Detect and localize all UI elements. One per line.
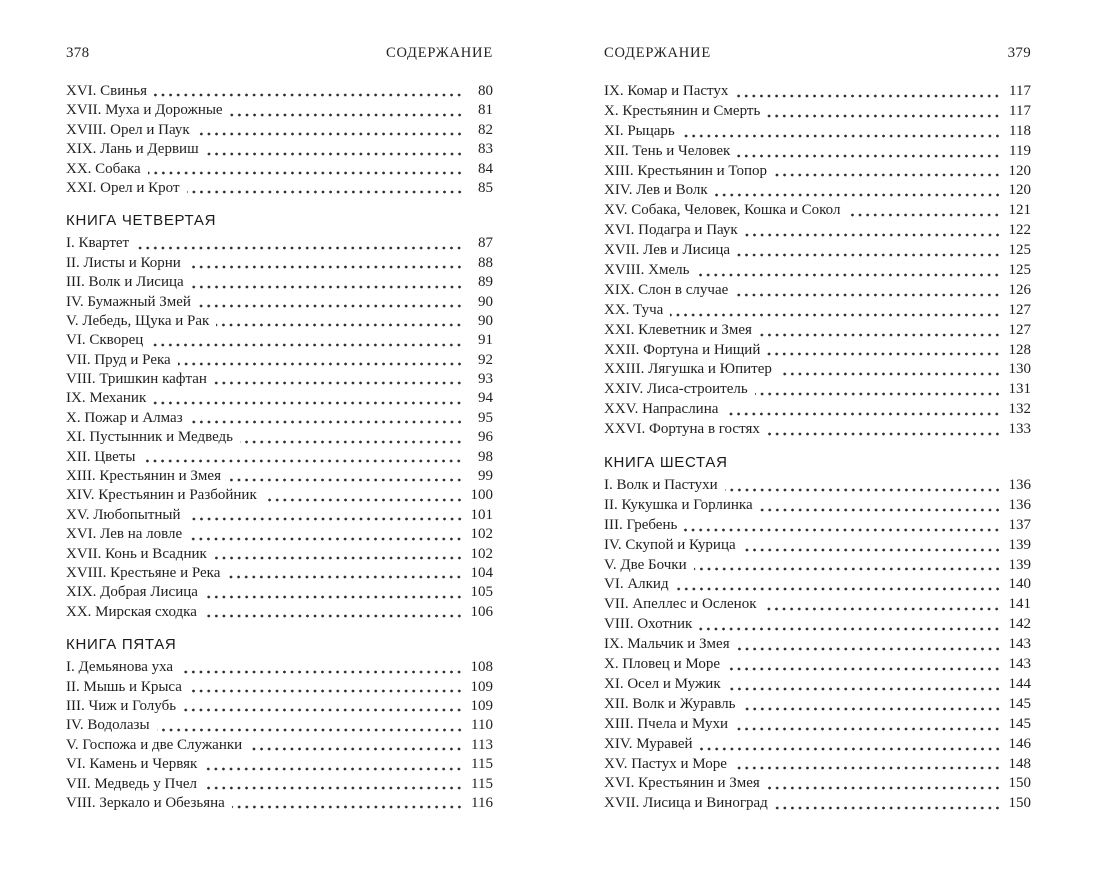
dot-leader [206, 140, 463, 159]
toc-entry-page: 117 [1009, 102, 1031, 119]
toc-entry-title: XVI. Свинья [66, 83, 148, 99]
dot-leader [189, 525, 463, 544]
toc-entry [66, 101, 493, 120]
dot-leader [178, 351, 463, 370]
section-heading: КНИГА ПЯТАЯ [66, 636, 177, 654]
dot-leader [183, 697, 463, 716]
toc-entry [604, 341, 1031, 361]
toc-entry-title: XVIII. Хмель [604, 262, 690, 279]
toc-entry-title: IV. Водолазы [66, 717, 150, 734]
toc-entry-title: XIII. Пчела и Мухи [604, 715, 729, 732]
toc-entry [66, 234, 493, 253]
dot-leader [214, 545, 463, 564]
toc-entry [66, 506, 493, 525]
dot-leader [735, 281, 1001, 301]
toc-entry-title: XVII. Лисица и Виноград [604, 795, 768, 812]
dot-leader [715, 181, 1001, 201]
toc-entry-title: XV. Собака, Человек, Кошка и Сокол [604, 202, 841, 219]
toc-entry-title: V. Лебедь, Щука и Рак [66, 312, 210, 329]
dot-leader [187, 179, 463, 198]
toc-entry-page: 127 [1008, 301, 1031, 318]
toc-entry-title: XXI. Клеветник и Змея [604, 321, 752, 338]
toc-entry-page: 146 [1008, 735, 1031, 752]
toc-entry-page: 99 [478, 468, 493, 485]
toc-entry [66, 351, 493, 370]
toc-entry-title: XXV. Напраслина [604, 401, 719, 418]
toc-entry [604, 675, 1031, 695]
toc-entry [604, 301, 1031, 321]
toc-entry-title: XV. Любопытный [66, 506, 181, 523]
toc-entry [66, 370, 493, 389]
toc-entry-title: VIII. Зеркало и Обезьяна [66, 794, 225, 811]
toc-entry [66, 658, 493, 677]
toc-entry-page: 145 [1008, 715, 1031, 732]
toc-right [604, 82, 1031, 814]
running-head-title-right: СОДЕРЖАНИЕ [604, 45, 711, 61]
dot-leader [142, 448, 463, 467]
dot-leader [232, 794, 463, 813]
section-items [604, 476, 1031, 814]
toc-entry-title: XVI. Лев на ловле [66, 526, 183, 543]
dot-leader [214, 370, 463, 389]
toc-entry-page: 145 [1008, 695, 1031, 712]
toc-entry-page: 150 [1008, 775, 1031, 792]
running-head-title-left: СОДЕРЖАНИЕ [386, 45, 493, 61]
toc-entry [604, 575, 1031, 595]
toc-entry [604, 181, 1031, 201]
toc-entry [604, 281, 1031, 301]
toc-entry-page: 127 [1008, 321, 1031, 338]
toc-entry-title: XI. Осел и Мужик [604, 675, 721, 692]
dot-leader [148, 160, 463, 179]
toc-entry-title: XVI. Подагра и Паук [604, 222, 738, 239]
dot-leader [264, 486, 463, 505]
dot-leader [734, 755, 1001, 775]
toc-entry [604, 595, 1031, 615]
dot-leader [767, 774, 1001, 794]
toc-entry-title: III. Волк и Лисица [66, 274, 184, 291]
toc-entry-title: X. Пловец и Море [604, 656, 720, 673]
toc-entry-title: X. Крестьянин и Смерть [604, 102, 761, 119]
toc-entry-page: 120 [1008, 182, 1031, 199]
toc-entry-page: 125 [1008, 242, 1031, 259]
toc-entry-title: XII. Тень и Человек [604, 142, 731, 159]
toc-entry-title: IV. Скупой и Курица [604, 536, 736, 553]
dot-leader [157, 716, 463, 735]
toc-entry-title: IX. Комар и Пастух [604, 83, 729, 99]
section-heading: КНИГА ЧЕТВЕРТАЯ [66, 212, 217, 230]
toc-entry [66, 545, 493, 564]
toc-entry [66, 82, 493, 101]
toc-entry-page: 148 [1008, 755, 1031, 772]
toc-entry [66, 121, 493, 140]
dot-leader [204, 603, 463, 622]
dot-leader [737, 142, 1001, 162]
dot-leader [189, 678, 463, 697]
toc-entry-page: 131 [1008, 381, 1031, 398]
toc-entry-title: X. Пожар и Алмаз [66, 409, 183, 426]
toc-entry [604, 420, 1031, 440]
dot-leader [198, 293, 463, 312]
dot-leader [227, 564, 463, 583]
toc-entry-title: VI. Алкид [604, 576, 669, 593]
toc-entry [66, 428, 493, 447]
toc-entry [66, 389, 493, 408]
toc-entry [66, 179, 493, 198]
toc-entry-title: VI. Камень и Червяк [66, 756, 198, 773]
dot-leader [180, 658, 463, 677]
dot-leader [735, 82, 1001, 102]
toc-entry-title: XXVI. Фортуна в гостях [604, 421, 760, 438]
toc-entry-title: VII. Пруд и Река [66, 351, 171, 368]
dot-leader [188, 254, 463, 273]
toc-entry-title: XVI. Крестьянин и Змея [604, 775, 760, 792]
dot-leader [190, 409, 463, 428]
toc-entry-page: 95 [478, 409, 493, 426]
toc-entry-page: 142 [1008, 616, 1031, 633]
toc-entry [604, 261, 1031, 281]
toc-entry-title: XI. Пустынник и Медведь [66, 429, 234, 446]
toc-entry-title: XII. Цветы [66, 448, 136, 465]
toc-entry-page: 87 [478, 235, 493, 252]
toc-section [604, 455, 1031, 814]
toc-section [66, 82, 493, 198]
dot-leader [743, 695, 1001, 715]
toc-entry [604, 735, 1031, 755]
toc-entry [66, 525, 493, 544]
running-head-right [604, 45, 1031, 61]
toc-entry-page: 100 [470, 487, 493, 504]
toc-entry [66, 273, 493, 292]
toc-entry [604, 556, 1031, 576]
toc-entry-page: 110 [471, 717, 493, 734]
toc-entry-title: XIV. Крестьянин и Разбойник [66, 487, 257, 504]
toc-entry-page: 105 [470, 584, 493, 601]
toc-entry-page: 92 [478, 351, 493, 368]
toc-entry-page: 118 [1009, 122, 1031, 139]
toc-entry-title: VII. Апеллес и Осленок [604, 596, 757, 613]
toc-entry-page: 109 [470, 697, 493, 714]
section-items [66, 234, 493, 622]
toc-entry [604, 380, 1031, 400]
toc-entry-title: IX. Мальчик и Змея [604, 636, 730, 653]
toc-entry-page: 119 [1009, 142, 1031, 159]
toc-entry-page: 117 [1009, 83, 1031, 99]
toc-entry-page: 84 [478, 160, 493, 177]
toc-entry-title: VIII. Тришкин кафтан [66, 371, 207, 388]
toc-entry [604, 715, 1031, 735]
toc-entry [604, 496, 1031, 516]
dot-leader [779, 360, 1001, 380]
toc-entry-title: IX. Механик [66, 390, 147, 407]
toc-entry-page: 150 [1008, 795, 1031, 812]
dot-leader [204, 775, 463, 794]
toc-entry-page: 122 [1008, 222, 1031, 239]
dot-leader [204, 755, 463, 774]
dot-leader [150, 331, 463, 350]
toc-entry-page: 93 [478, 371, 493, 388]
dot-leader [249, 736, 463, 755]
toc-entry-title: VIII. Охотник [604, 616, 693, 633]
dot-leader [763, 595, 1001, 615]
dot-leader [216, 312, 463, 331]
toc-entry [66, 697, 493, 716]
dot-leader [728, 675, 1001, 695]
dot-leader [775, 794, 1001, 814]
toc-entry [604, 221, 1031, 241]
toc-entry-page: 83 [478, 141, 493, 158]
toc-entry-title: XVIII. Крестьяне и Река [66, 564, 221, 581]
toc-entry-title: XVII. Конь и Всадник [66, 545, 207, 562]
toc-entry-title: XXII. Фортуна и Нищий [604, 341, 761, 358]
toc-entry-page: 140 [1008, 576, 1031, 593]
dot-leader [727, 655, 1001, 675]
toc-entry-title: I. Демьянова уха [66, 659, 174, 676]
dot-leader [847, 201, 1001, 221]
toc-entry-page: 144 [1008, 675, 1031, 692]
toc-entry-page: 143 [1008, 636, 1031, 653]
toc-entry-title: XXI. Орел и Крот [66, 179, 180, 196]
toc-entry [604, 102, 1031, 122]
dot-leader [760, 496, 1001, 516]
toc-entry-page: 96 [478, 429, 493, 446]
toc-entry-title: XXIII. Лягушка и Юпитер [604, 361, 772, 378]
section-items [604, 82, 1031, 440]
toc-entry [604, 321, 1031, 341]
toc-entry [604, 162, 1031, 182]
dot-leader [154, 82, 463, 101]
toc-entry-title: XVII. Муха и Дорожные [66, 102, 223, 119]
toc-entry-title: XII. Волк и Журавль [604, 695, 736, 712]
dot-leader [676, 575, 1001, 595]
toc-entry-page: 90 [478, 312, 493, 329]
toc-entry-page: 141 [1008, 596, 1031, 613]
toc-entry-title: IV. Бумажный Змей [66, 293, 191, 310]
dot-leader [684, 516, 1001, 536]
toc-entry-page: 106 [470, 603, 493, 620]
toc-entry-title: XIV. Лев и Волк [604, 182, 708, 199]
toc-entry-page: 121 [1008, 202, 1031, 219]
toc-entry-title: II. Листы и Корни [66, 254, 181, 271]
toc-entry-title: XIX. Лань и Дервиш [66, 141, 199, 158]
toc-entry [604, 695, 1031, 715]
dot-leader [682, 122, 1001, 142]
toc-entry-title: XIV. Муравей [604, 735, 693, 752]
dot-leader [725, 400, 1001, 420]
toc-entry-page: 109 [470, 678, 493, 695]
toc-entry [604, 536, 1031, 556]
dot-leader [670, 301, 1001, 321]
toc-entry-title: XX. Мирская сходка [66, 603, 197, 620]
dot-leader [205, 583, 463, 602]
toc-entry-page: 94 [478, 390, 493, 407]
dot-leader [725, 476, 1001, 496]
toc-entry-page: 116 [471, 794, 493, 811]
toc-entry-title: XIII. Крестьянин и Топор [604, 162, 767, 179]
dot-leader [767, 102, 1001, 122]
toc-entry [66, 448, 493, 467]
dot-leader [745, 221, 1001, 241]
toc-entry-page: 81 [478, 102, 493, 119]
toc-entry-page: 133 [1008, 421, 1031, 438]
dot-leader [743, 536, 1001, 556]
toc-entry-page: 126 [1008, 281, 1031, 298]
toc-entry-page: 115 [471, 756, 493, 773]
dot-leader [694, 556, 1001, 576]
toc-entry-title: XVIII. Орел и Паук [66, 121, 190, 138]
dot-leader [188, 506, 463, 525]
toc-entry-page: 137 [1008, 516, 1031, 533]
toc-entry-page: 139 [1008, 556, 1031, 573]
toc-entry-page: 128 [1008, 341, 1031, 358]
dot-leader [153, 389, 463, 408]
dot-leader [767, 420, 1001, 440]
toc-entry [604, 122, 1031, 142]
toc-entry-title: XX. Собака [66, 160, 141, 177]
toc-entry [66, 716, 493, 735]
toc-entry-page: 90 [478, 293, 493, 310]
toc-entry-title: II. Кукушка и Горлинка [604, 496, 753, 513]
toc-entry [604, 615, 1031, 635]
toc-entry-title: I. Волк и Пастухи [604, 477, 718, 494]
toc-entry [604, 516, 1031, 536]
toc-left [66, 82, 493, 813]
toc-entry-page: 139 [1008, 536, 1031, 553]
toc-entry-page: 102 [470, 545, 493, 562]
toc-entry-title: III. Гребень [604, 516, 678, 533]
toc-entry [66, 564, 493, 583]
folio-number-right: 379 [1007, 45, 1031, 61]
toc-entry [604, 755, 1031, 775]
toc-entry-page: 115 [471, 775, 493, 792]
toc-entry [66, 736, 493, 755]
toc-entry-title: V. Госпожа и две Служанки [66, 736, 243, 753]
toc-entry-page: 80 [478, 83, 493, 99]
toc-entry [604, 201, 1031, 221]
toc-entry-page: 101 [470, 506, 493, 523]
toc-entry-title: XXIV. Лиса-строитель [604, 381, 748, 398]
toc-entry [66, 140, 493, 159]
toc-entry [604, 794, 1031, 814]
toc-entry-title: XX. Туча [604, 301, 664, 318]
dot-leader [191, 273, 463, 292]
toc-entry-title: III. Чиж и Голубь [66, 697, 177, 714]
toc-entry [66, 409, 493, 428]
dot-leader [197, 121, 463, 140]
toc-entry-page: 113 [471, 736, 493, 753]
dot-leader [737, 241, 1001, 261]
page-right [604, 45, 1031, 814]
toc-entry [604, 82, 1031, 102]
toc-entry [604, 655, 1031, 675]
dot-leader [696, 261, 1001, 281]
toc-entry-page: 143 [1008, 656, 1031, 673]
toc-entry-title: VI. Скворец [66, 332, 144, 349]
toc-entry-page: 91 [478, 332, 493, 349]
dot-leader [735, 715, 1001, 735]
toc-entry-page: 130 [1008, 361, 1031, 378]
dot-leader [240, 428, 463, 447]
toc-entry-page: 108 [470, 659, 493, 676]
toc-entry-title: XIX. Слон в случае [604, 281, 729, 298]
toc-entry [66, 331, 493, 350]
toc-entry [66, 467, 493, 486]
toc-entry-page: 85 [478, 179, 493, 196]
toc-entry [66, 794, 493, 813]
toc-entry-title: II. Мышь и Крыса [66, 678, 182, 695]
dot-leader [755, 380, 1001, 400]
toc-entry [604, 400, 1031, 420]
toc-entry [66, 312, 493, 331]
toc-entry [604, 476, 1031, 496]
dot-leader [767, 341, 1001, 361]
toc-entry [604, 241, 1031, 261]
toc-entry [604, 774, 1031, 794]
toc-entry [66, 678, 493, 697]
toc-entry [66, 775, 493, 794]
toc-section [604, 82, 1031, 440]
toc-entry-title: XV. Пастух и Море [604, 755, 727, 772]
dot-leader [136, 234, 463, 253]
toc-entry-page: 102 [470, 526, 493, 543]
toc-section [66, 637, 493, 813]
dot-leader [700, 735, 1001, 755]
toc-entry [604, 360, 1031, 380]
toc-entry-title: XVII. Лев и Лисица [604, 242, 731, 259]
toc-entry [66, 293, 493, 312]
toc-entry-title: XIII. Крестьянин и Змея [66, 468, 221, 485]
toc-entry-page: 136 [1008, 496, 1031, 513]
dot-leader [230, 101, 463, 120]
toc-entry-page: 82 [478, 121, 493, 138]
section-heading: КНИГА ШЕСТАЯ [604, 454, 728, 472]
toc-entry-page: 89 [478, 274, 493, 291]
toc-entry-page: 125 [1008, 262, 1031, 279]
toc-entry-page: 104 [470, 564, 493, 581]
toc-entry-page: 132 [1008, 401, 1031, 418]
toc-entry [604, 142, 1031, 162]
dot-leader [774, 162, 1001, 182]
toc-entry [66, 254, 493, 273]
toc-entry [66, 603, 493, 622]
section-items [66, 82, 493, 198]
toc-entry-title: XIX. Добрая Лисица [66, 584, 198, 601]
toc-entry-title: V. Две Бочки [604, 556, 687, 573]
toc-section [66, 213, 493, 622]
toc-entry [66, 583, 493, 602]
toc-entry-title: VII. Медведь у Пчел [66, 775, 198, 792]
dot-leader [228, 467, 463, 486]
running-head-left [66, 45, 493, 61]
dot-leader [759, 321, 1001, 341]
toc-entry-title: I. Квартет [66, 235, 130, 252]
dot-leader [699, 615, 1001, 635]
toc-entry-page: 88 [478, 254, 493, 271]
toc-entry-title: XI. Рыцарь [604, 122, 675, 139]
toc-entry [66, 160, 493, 179]
toc-entry-page: 120 [1008, 162, 1031, 179]
toc-entry-page: 98 [478, 448, 493, 465]
dot-leader [737, 635, 1001, 655]
toc-entry [66, 486, 493, 505]
toc-entry [604, 635, 1031, 655]
folio-number-left: 378 [66, 45, 90, 61]
toc-entry-page: 136 [1008, 477, 1031, 494]
page-left [66, 45, 493, 813]
section-items [66, 658, 493, 813]
toc-entry [66, 755, 493, 774]
